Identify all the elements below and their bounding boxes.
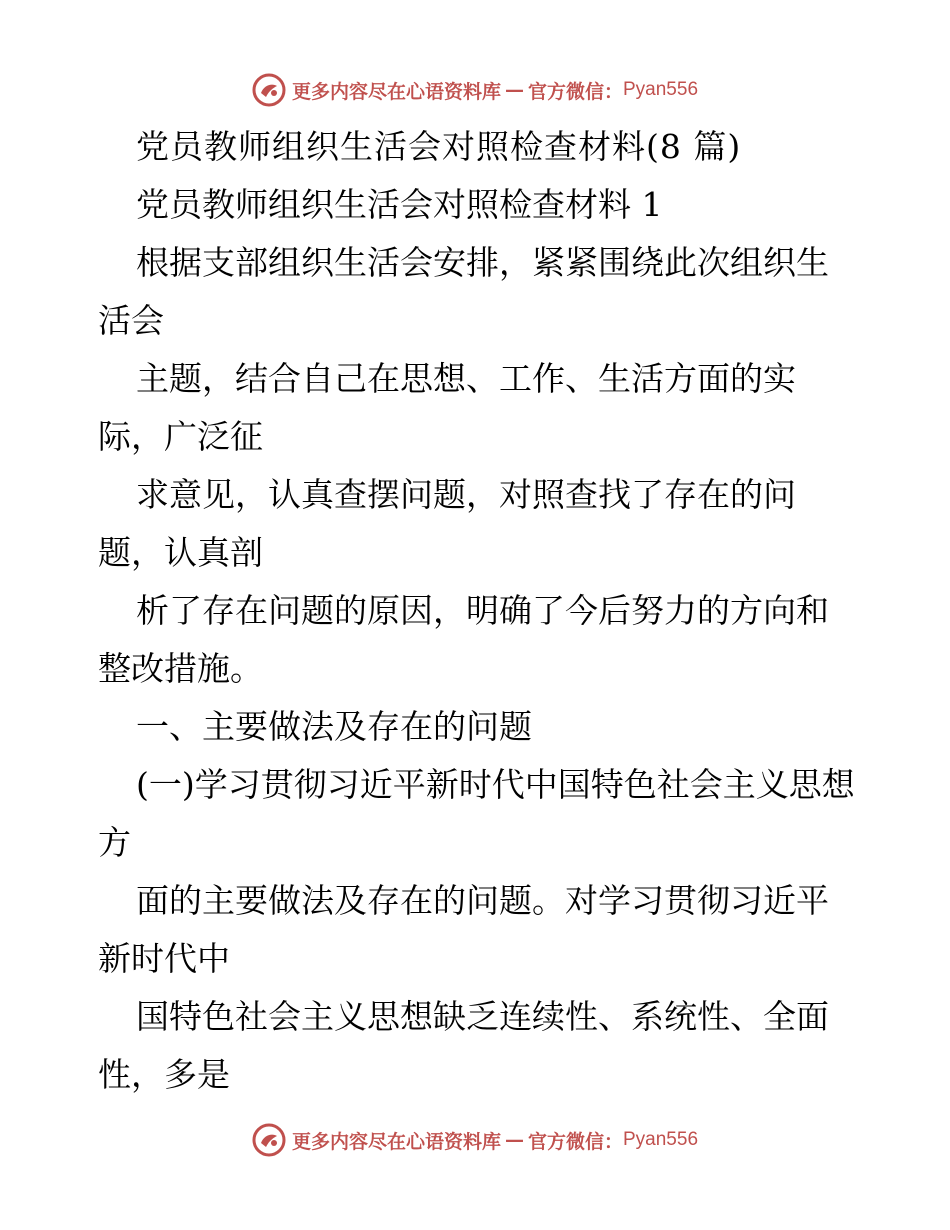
paragraph: 国特色社会主义思想缺乏连续性、系统性、全面性，多是 (98, 997, 829, 1094)
watermark-label: 官方微信： (527, 80, 623, 103)
watermark-dash: — (504, 1129, 524, 1151)
paragraph: 根据支部组织生活会安排，紧紧围绕此次组织生活会 (98, 243, 829, 340)
header-watermark (0, 70, 950, 110)
paragraph: 主题，结合自己在思想、工作、生活方面的实际，广泛征 (98, 359, 796, 456)
section-heading: 一、主要做法及存在的问题 (136, 707, 532, 746)
watermark-account: Pyan556 (623, 79, 699, 100)
watermark-brand: 更多内容尽在心语资料库 (291, 1130, 501, 1153)
watermark-account: Pyan556 (623, 1129, 699, 1150)
document-body (98, 118, 858, 1104)
paragraph: 析了存在问题的原因，明确了今后努力的方向和整改措施。 (98, 591, 829, 688)
red-seal-logo-icon (252, 1123, 286, 1157)
red-seal-logo-icon (252, 73, 286, 107)
paragraph: 面的主要做法及存在的问题。对学习贯彻习近平新时代中 (98, 881, 829, 978)
watermark-dash: — (504, 79, 524, 101)
watermark-label: 官方微信： (527, 1130, 623, 1153)
watermark-brand: 更多内容尽在心语资料库 (291, 80, 501, 103)
document-title: 党员教师组织生活会对照检查材料(8 篇) (136, 127, 742, 166)
paragraph: (一)学习贯彻习近平新时代中国特色社会主义思想方 (98, 765, 855, 862)
footer-watermark (0, 1120, 950, 1160)
paragraph: 求意见，认真查摆问题，对照查找了存在的问题，认真剖 (98, 475, 796, 572)
section-title: 党员教师组织生活会对照检查材料 1 (136, 185, 663, 224)
